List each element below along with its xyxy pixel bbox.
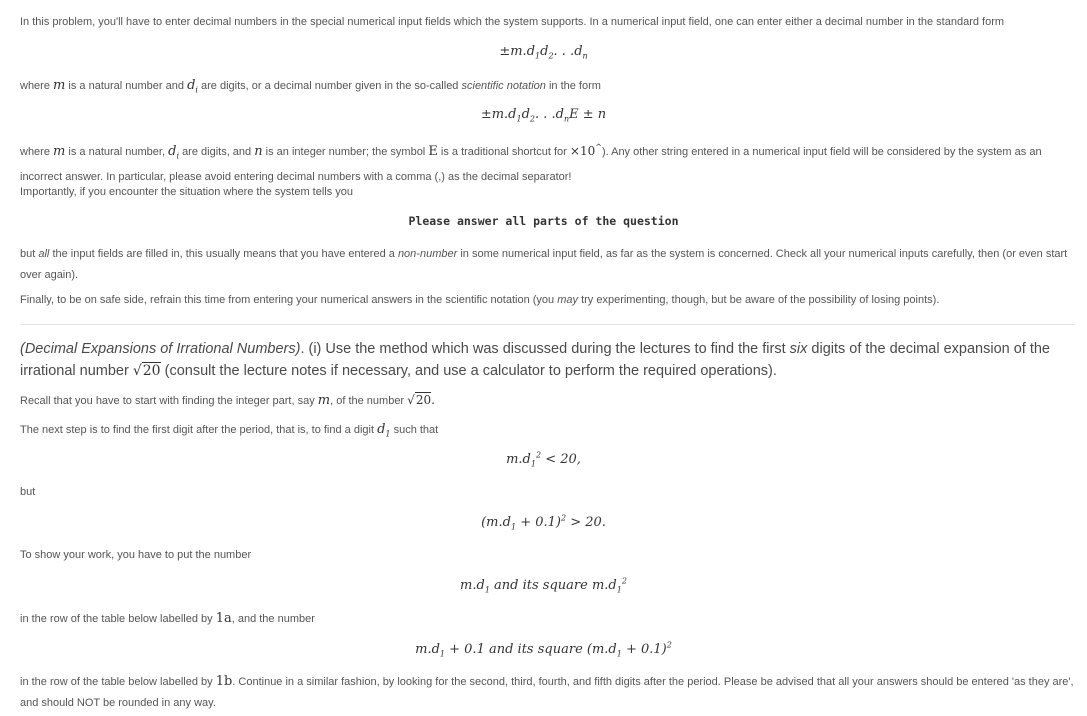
next-step-text: The next step is to find the first digit after the period, that is, to find a digit $d_1$ such that <box>20 422 439 439</box>
question-statement: (Decimal Expansions of Irrational Numbers). (i) Use the method which was discussed during the lectures to find the first six digits of the decimal expansion of the irrational number √20 (consult the lecture notes if necessary, and use a calculator to perform the required operations). <box>20 341 1050 379</box>
recall-text: Recall that you have to start with finding the integer part, say m, of the number √20. <box>20 393 435 408</box>
inequality-2: $(m.d_1 + 0.1)^2 > 20$. <box>481 514 606 532</box>
formula-standard-form: $\pm m.d_1d_2$. . $.d_n$ <box>499 44 588 61</box>
section-divider <box>20 324 1075 325</box>
intro-paragraph-3: where m is a natural number, $d_i$ are digits, and n is an integer number; the symbol E is a traditional shortcut for ×10^). Any other string entered in a numerical input field will be considered by the system as an incorrect answer. In particular, please avoid entering decimal numbers with a comma (,) as the decimal separator! <box>20 143 1042 183</box>
formula-scientific-notation: $\pm m.d_1d_2$. . $.d_nE \pm n$ <box>480 107 607 124</box>
intro-importantly: Importantly, if you encounter the situation where the system tells you <box>20 186 354 198</box>
but-text: but <box>20 486 36 498</box>
inequality-1: $m.d_1^2 < 20$, <box>506 451 581 469</box>
expression-2: $m.d_1 + 0.1$ and its square $(m.d_1 + 0.1)^2$ <box>415 641 672 659</box>
intro-finally: Finally, to be on safe side, refrain this time from entering your numerical answers in the scientific notation (you may try experimenting, though, but be aware of the possibility of losing points). <box>20 294 940 306</box>
expression-1: $m.d_1$ and its square $m.d_1^2$ <box>460 577 627 595</box>
sqrt-20: √20 <box>132 363 161 379</box>
intro-paragraph-1: In this problem, you'll have to enter decimal numbers in the special numerical input fields which the system supports. In a numerical input field, one can enter either a decimal number in the standard form <box>20 16 1005 28</box>
row-1a-text: in the row of the table below labelled by 1a, and the number <box>20 611 315 626</box>
show-work-text: To show your work, you have to put the number <box>20 549 252 561</box>
intro-paragraph-4: but all the input fields are filled in, this usually means that you have entered a non-number in some numerical input field, as far as the system is concerned. Check all your numerical inputs carefully, then (or even start over again). <box>20 248 1068 281</box>
question-title: (Decimal Expansions of Irrational Numbers) <box>20 341 301 357</box>
system-message: Please answer all parts of the question <box>408 214 679 228</box>
label-1a: 1a <box>215 611 232 626</box>
scientific-notation-term: scientific notation <box>461 80 546 92</box>
label-1b: 1b <box>215 674 233 689</box>
row-1b-text: in the row of the table below labelled by 1b. Continue in a similar fashion, by looking for the second, third, fourth, and fifth digits after the period. Please be advised that all your answers should be entered 'as they are', and should NOT be rounded in any way. <box>20 674 1074 709</box>
intro-paragraph-2: where m is a natural number and $d_i$ are digits, or a decimal number given in the so-called scientific notation in the form <box>20 78 601 95</box>
